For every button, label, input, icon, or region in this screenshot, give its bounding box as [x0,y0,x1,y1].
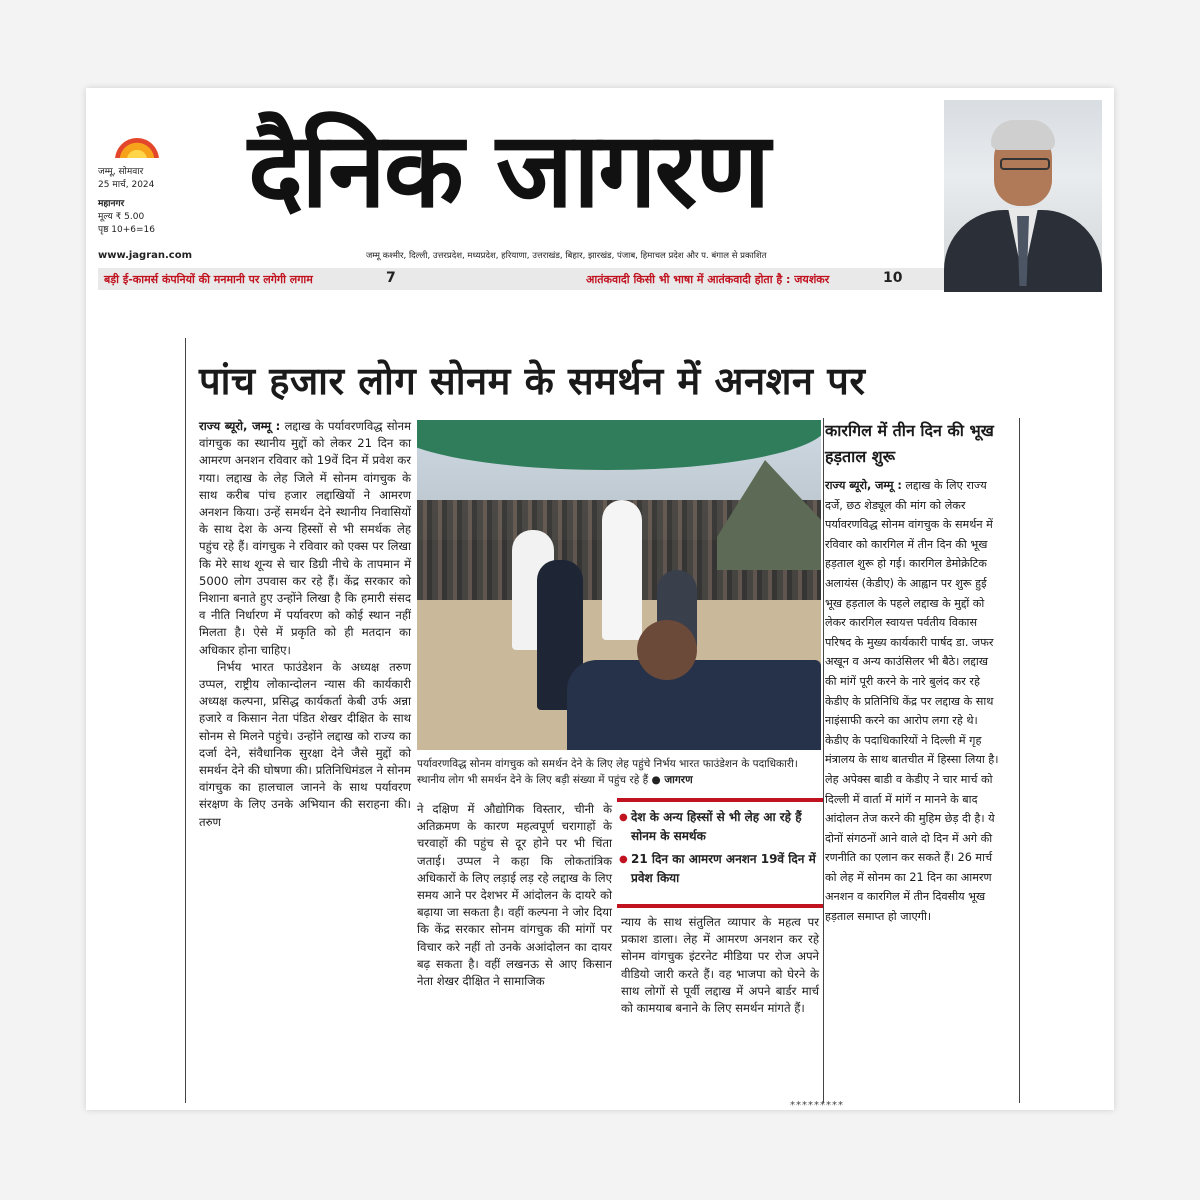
issue-date: 25 मार्च, 2024 [98,180,155,190]
protest-photo [417,420,821,750]
highlight-bottom-rule [617,904,823,908]
masthead [98,100,1102,292]
article-column-3: न्याय के साथ संतुलित व्यापार के महत्व पर प्रकाश डाला। लेह में आमरण अनशन कर रहे सोनम वांगचुक इंटरनेट मीडिया पर रोज अपने वीडियो जारी करते हैं। वह भाजपा को घेरने के साथ लोगों से पूर्वी लद्दाख में अपने बार्डर मार्च को कामयाब बनाने के लिए समर्थन मांगते हैं। [621,915,819,1016]
sidebar-right-rule [1019,418,1020,1103]
highlights-box [617,808,817,892]
photo-caption [417,756,821,788]
end-stars: ********* [790,1100,844,1111]
article-headline: पांच हजार लोग सोनम के समर्थन में अनशन पर [199,359,866,403]
jaishankar-portrait [944,100,1102,292]
sidebar-headline: कारगिल में तीन दिन की भूख हड़ताल शुरू [825,421,994,466]
highlight-top-rule [617,798,823,802]
article-column-1 [199,418,411,831]
sidebar-byline: राज्य ब्यूरो, जम्मू : [825,479,902,492]
sidebar-left-rule [823,418,824,1103]
article-col1-para2: निर्भय भारत फाउंडेशन के अध्यक्ष तरुण उप्पल, राष्ट्रीय लोकान्दोलन न्यास की कार्यकारी अध्यक्ष कल्पना, प्रसिद्ध कार्यकर्ता केबी उर्फ अन्ना हजारे व किसान नेता पंडित शेखर दीक्षित के साथ सोनम से मिलने पहुंचे। उन्होंने लद्दाख को राज्य का दर्जा देने, संवैधानिक सुरक्षा देने जैसे मुद्दों को समर्थन देने की घोषणा की। प्रतिनिधिमंडल ने सोनम वांगचुक का हालचाल जानने के साथ पर्यावरण संरक्षण के लिए उनके अभियान की सराहना की। तरुण [199,659,411,829]
teaser-left-page: 7 [386,270,396,286]
article-col1-para1: लद्दाख के पर्यावरणविद्ध सोनम वांगचुक का स्थानीय मुद्दों को लेकर 21 दिन का आमरण अनशन रविवार को 19वें दिन में प्रवेश कर गया। लद्दाख के लेह जिले में सोनम वांगचुक के साथ करीब पांच हजार लद्दाखियों ने आमरण अनशन किया। उन्हें समर्थन देने स्थानीय निवासियों के साथ देश के अन्य हिस्सों से भी समर्थक लेह पहुंच रहे हैं। वांगचुक ने रविवार को एक्स पर लिखा कि मेरे साथ शून्य से चार डिग्री नीचे के तापमान में 5000 लोग उपवास कर रहे हैं। केंद्र सरकार को निशाना बनाते हुए उन्होंने लिखा है कि हमारी संसद व नीति निर्धारण में पर्यावरण को कोई स्थान नहीं मिलता है। ऐसे में प्रकृति को ही मतदान का अधिकार होना चाहिए। [199,419,412,657]
article-byline: राज्य ब्यूरो, जम्मू : [199,419,281,433]
sidebar-text: लद्दाख के लिए राज्य दर्जे, छठ शेड्यूल की मांग को लेकर पर्यावरणविद्ध सोनम वांगचुक के समर्थन में रविवार को कारगिल में तीन दिन की भूख हड़ताल शुरू हो गई। कारगिल डेमोक्रेटिक अलायंस (केडीए) के आह्वान पर शुरू हुई भूख हड़ताल के पहले लद्दाख के मुद्दों को लेकर कारगिल स्वायत्त पर्वतीय विकास परिषद के मुख्य कार्यकारी पार्षद डा. जफर अखून व अन्य काउंसिलर भी बैठे। लद्दाख की मांगें पूरी करने के नारे बुलंद कर रहे केडीए के प्रतिनिधि केंद्र पर लद्दाख के साथ नाइंसाफी करने का आरोप लगा रहे थे। केडीए के पदाधिकारियों ने दिल्ली में गृह मंत्रालय के साथ बातचीत में हिस्सा लिया है। लेह अपेक्स बाडी व केडीए ने चार मार्च को दिल्ली में वार्ता में मांगें न मानने के बाद आंदोलन तेज करने की मुहिम छेड़ दी है। ये दोनों संगठनों आने वाले दो दिन में अगे की रणनीति का एलान कर सकते हैं। 26 मार्च को लेह में सोनम का 21 दिन का आमरण अनशन व कारगिल में तीन दिवसीय भूख हड़ताल समाप्त हो जाएगी। [825,479,999,924]
jagran-sun-logo-icon [110,130,164,158]
dateline [98,166,188,237]
newspaper-title: दैनिक जागरण [248,109,769,231]
highlight-1: ● देश के अन्य हिस्सों से भी लेह आ रहे हैं सोनम के समर्थक [617,808,817,846]
caption-text: पर्यावरणविद्ध सोनम वांगचुक को समर्थन देने के लिए लेह पहुंचे निर्भय भारत फाउंडेशन के पदाधिकारी। स्थानीय लोग भी समर्थन देने के लिए बड़ी संख्या में पहुंच रहे हैं [417,758,798,786]
page-count: पृष्ठ 10+6=16 [98,225,155,235]
teaser-bar [98,268,944,290]
place-day: जम्मू, सोमवार [98,167,144,177]
photo-credit: ● जागरण [651,774,693,786]
edition-name: महानगर [98,199,125,209]
website-link[interactable]: www.jagran.com [98,250,193,261]
teaser-left[interactable]: बड़ी ई-कामर्स कंपनियों की मनमानी पर लगेगी लगाम [104,273,313,286]
teaser-right[interactable]: आतंकवादी किसी भी भाषा में आतंकवादी होता है : जयशंकर [586,273,830,286]
teaser-right-page: 10 [883,270,903,286]
editions-line: जम्मू कश्मीर, दिल्ली, उत्तरप्रदेश, मध्यप्रदेश, हरियाणा, उत्तराखंड, बिहार, झारखंड, पंजाब, हिमाचल प्रदेश और प. बंगाल से प्रकाशित [366,251,767,261]
sidebar-body [825,476,1003,927]
main-article [185,338,1027,1108]
article-column-2: ने दक्षिण में औद्योगिक विस्तार, चीनी के अतिक्रमण के कारण महत्वपूर्ण चरागाहों के चरवाहों की पहुंच से दूर होने पर भी चिंता जताई। उप्पल ने कहा कि लोकतांत्रिक अधिकारों के लिए लड़ाई लड़ रहे लद्दाख के लिए समय आने पर देशभर में आंदोलन के दायरे को बढ़ाया जा सकता है। वहीं कल्पना ने जोर दिया कि केंद्र सरकार सोनम वांगचुक की मांगों पर विचार करे नहीं तो उनके अआंदोलन का दायर बढ़ सकता है। वहीं लखनऊ से आए किसान नेता शेखर दीक्षित ने सामाजिक [417,802,612,989]
price: मूल्य ₹ 5.00 [98,212,145,222]
left-rule [185,338,186,1103]
highlight-2: ● 21 दिन का आमरण अनशन 19वें दिन में प्रवेश किया [617,850,817,888]
sidebar-story [825,418,1003,1108]
